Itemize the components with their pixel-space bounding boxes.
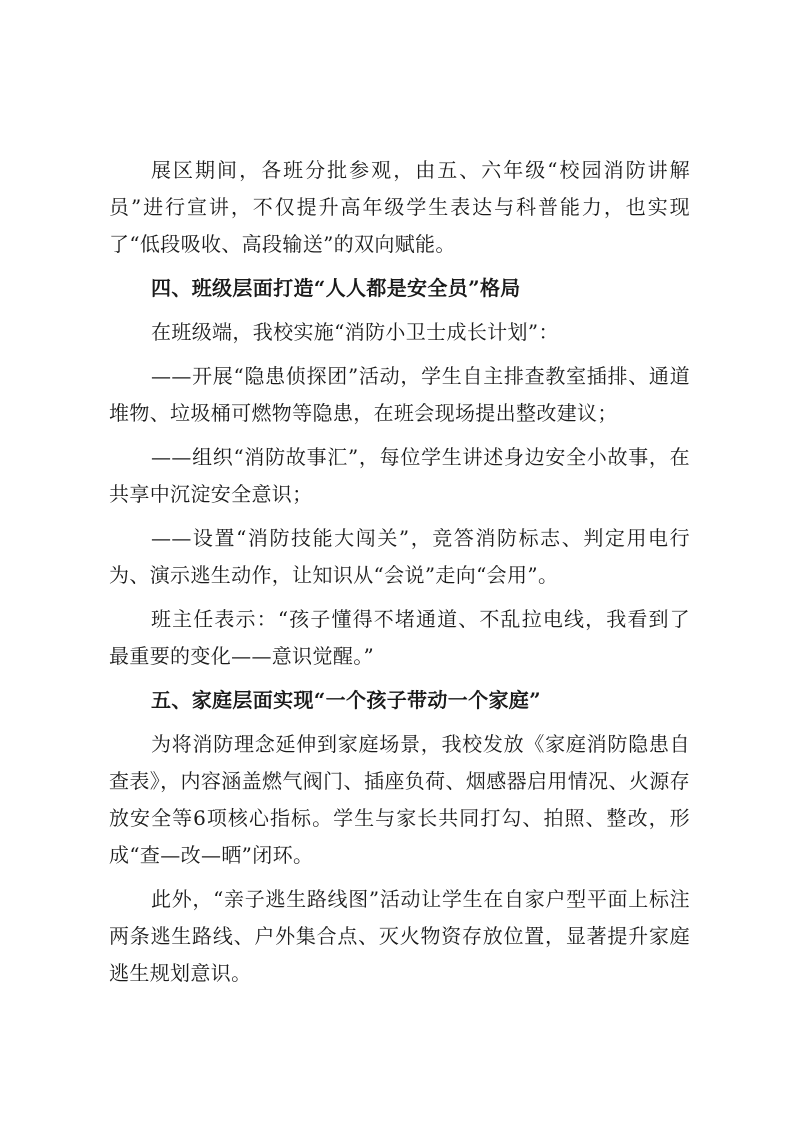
list-item-hazard-detective: ——开展“隐患侦探团”活动，学生自主排查教室插排、通道堆物、垃圾桶可燃物等隐患，在班会现场提出整改建议； (109, 364, 690, 425)
paragraph-family-checklist: 为将消防理念延伸到家庭场景，我校发放《家庭消防隐患自查表》，内容涵盖燃气阀门、插座负荷、烟感器启用情况、火源存放安全等6项核心指标。学生与家长共同打勾、拍照、整改，形成“查—改—晒”闭环。 (109, 732, 690, 867)
document-body (109, 152, 690, 999)
section-heading-family-level: 五、家庭层面实现“一个孩子带动一个家庭” (151, 688, 542, 712)
paragraph-exhibition: 展区期间，各班分批参观，由五、六年级“校园消防讲解员”进行宣讲，不仅提升高年级学生表达与科普能力，也实现了“低段吸收、高段输送”的双向赋能。 (109, 158, 690, 256)
list-item-skills-challenge: ——设置“消防技能大闯关”，竞答消防标志、判定用电行为、演示逃生动作，让知识从“会说”走向“会用”。 (109, 526, 690, 587)
list-item-fire-stories: ——组织“消防故事汇”，每位学生讲述身边安全小故事，在共享中沉淀安全意识； (109, 445, 690, 506)
paragraph-escape-route-map: 此外，“亲子逃生路线图”活动让学生在自家户型平面上标注两条逃生路线、户外集合点、灭火物资存放位置，显著提升家庭逃生规划意识。 (109, 887, 690, 985)
paragraph-teacher-quote: 班主任表示：“孩子懂得不堵通道、不乱拉电线，我看到了最重要的变化——意识觉醒。” (109, 607, 690, 668)
section-heading-class-level: 四、班级层面打造“人人都是安全员”格局 (151, 276, 521, 300)
paragraph-class-plan-intro: 在班级端，我校实施“消防小卫士成长计划”： (151, 320, 559, 344)
